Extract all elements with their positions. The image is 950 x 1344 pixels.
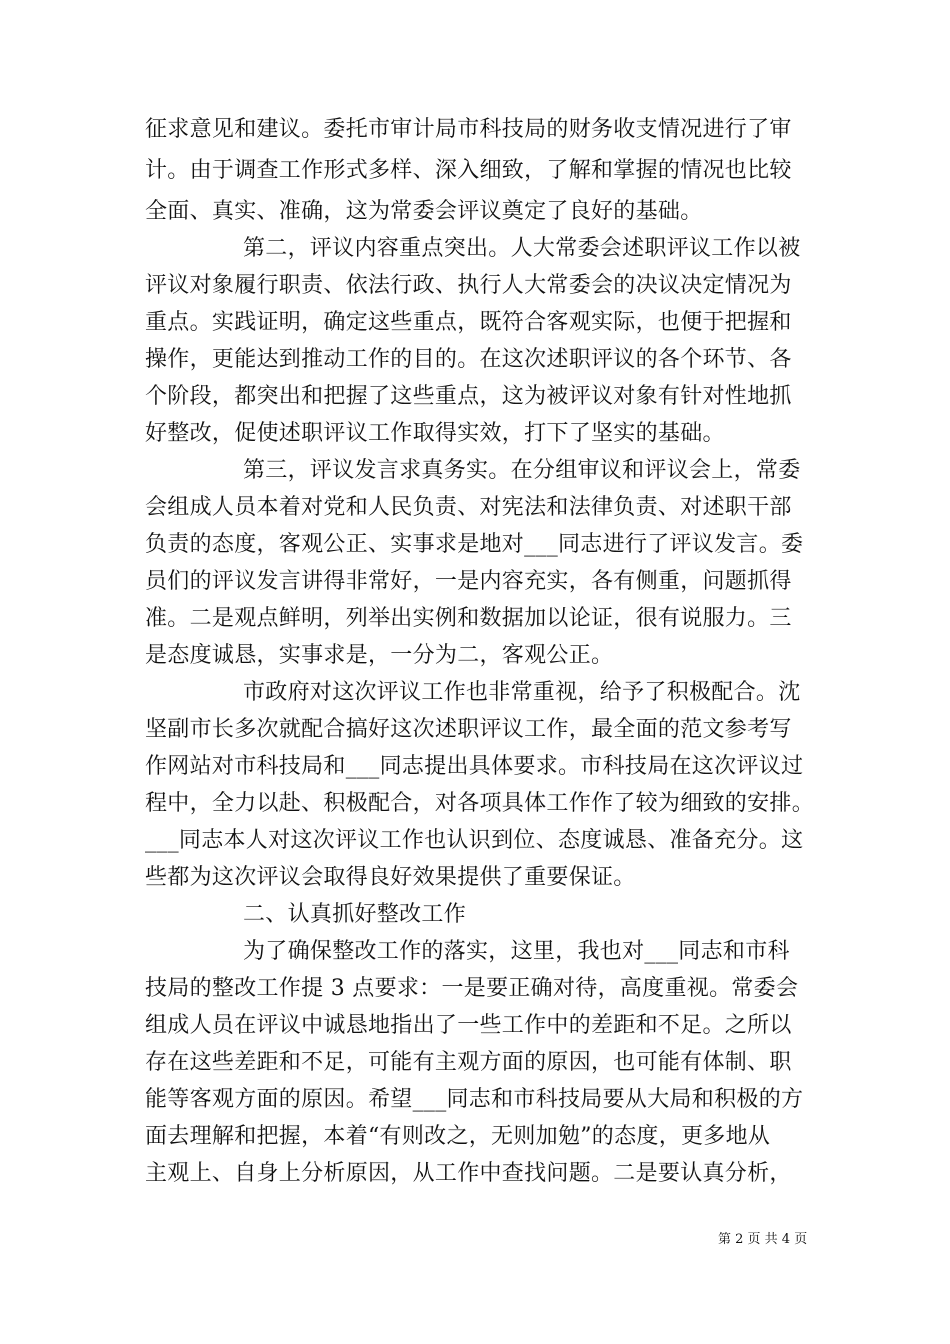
text-line: 为了确保整改工作的落实，这里，我也对___同志和市科 <box>243 939 790 964</box>
text-line: 计。由于调查工作形式多样、深入细致，了解和掌握的情况也比较 <box>145 158 792 183</box>
text-line: 评议对象履行职责、依法行政、执行人大常委会的决议决定情况为 <box>145 273 792 298</box>
text-line: 重点。实践证明，确定这些重点，既符合客观实际，也便于把握和 <box>145 310 792 335</box>
text-line: 第二，评议内容重点突出。人大常委会述职评议工作以被 <box>243 236 801 261</box>
text-line: 第三，评议发言求真务实。在分组审议和评议会上，常委 <box>243 458 801 483</box>
text-line: 个阶段，都突出和把握了这些重点，这为被评议对象有针对性地抓 <box>145 384 792 409</box>
text-line: 面去理解和把握，本着“有则改之，无则加勉”的态度，更多地从 <box>145 1124 771 1149</box>
text-line: 存在这些差距和不足，可能有主观方面的原因，也可能有体制、职 <box>145 1050 792 1075</box>
text-line: 会组成人员本着对党和人民负责、对宪法和法律负责、对述职干部 <box>145 495 792 520</box>
text-line: 全面、真实、准确，这为常委会评议奠定了良好的基础。 <box>145 199 703 224</box>
text-line: 好整改，促使述职评议工作取得实效，打下了坚实的基础。 <box>145 421 725 446</box>
text-line: 员们的评议发言讲得非常好，一是内容充实，各有侧重，问题抓得 <box>145 569 792 594</box>
text-line: 征求意见和建议。委托市审计局市科技局的财务收支情况进行了审 <box>145 117 792 142</box>
text-line: 技局的整改工作提 3 点要求：一是要正确对待，高度重视。常委会 <box>145 976 799 1001</box>
text-line: 准。二是观点鲜明，列举出实例和数据加以论证，很有说服力。三 <box>145 606 792 631</box>
text-line: ___同志本人对这次评议工作也认识到位、态度诚恳、准备充分。这 <box>145 828 804 853</box>
text-line: 坚副市长多次就配合搞好这次述职评议工作，最全面的范文参考写 <box>145 717 792 742</box>
text-line: 作网站对市科技局和___同志提出具体要求。市科技局在这次评议过 <box>145 754 804 779</box>
page-number: 第 2 页 共 4 页 <box>718 1232 808 1247</box>
text-line: 些都为这次评议会取得良好效果提供了重要保证。 <box>145 865 636 890</box>
text-line: 市政府对这次评议工作也非常重视，给予了积极配合。沈 <box>243 680 801 705</box>
text-line: 能等客观方面的原因。希望___同志和市科技局要从大局和积极的方 <box>145 1087 804 1112</box>
section-heading: 二、认真抓好整改工作 <box>243 902 467 927</box>
text-line: 程中，全力以赴、积极配合，对各项具体工作作了较为细致的安排。 <box>145 791 815 816</box>
text-line: 组成人员在评议中诚恳地指出了一些工作中的差距和不足。之所以 <box>145 1013 792 1038</box>
text-line: 是态度诚恳，实事求是，一分为二，客观公正。 <box>145 643 614 668</box>
text-line: 负责的态度，客观公正、实事求是地对___同志进行了评议发言。委 <box>145 532 804 557</box>
text-line: 主观上、自身上分析原因，从工作中查找问题。二是要认真分析， <box>145 1161 792 1186</box>
text-line: 操作，更能达到推动工作的目的。在这次述职评议的各个环节、各 <box>145 347 792 372</box>
